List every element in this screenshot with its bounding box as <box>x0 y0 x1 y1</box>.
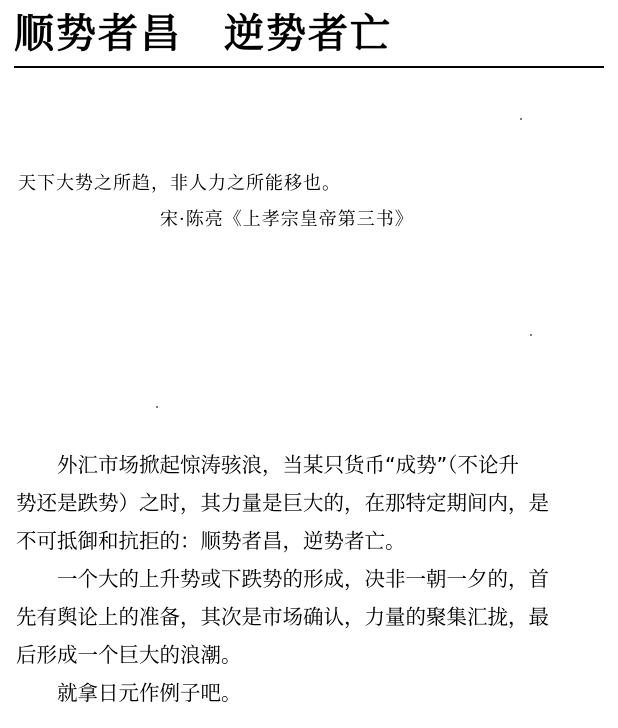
paragraph-line: 就拿日元作例子吧。 <box>57 681 242 705</box>
scan-speck <box>530 334 532 336</box>
title-underline <box>14 66 604 68</box>
paragraph-line: 势还是跌势）之时，其力量是巨大的，在那特定期间内，是 <box>16 491 549 515</box>
scan-speck <box>520 118 522 120</box>
body-text <box>16 446 608 712</box>
page-title: 顺势者昌 逆势者亡 <box>14 11 392 57</box>
scan-speck <box>156 406 158 408</box>
paragraph-line: 不可抵御和抗拒的：顺势者昌，逆势者亡。 <box>16 529 406 553</box>
epigraph-quote: 天下大势之所趋，非人力之所能移也。 <box>18 173 341 194</box>
paragraph-line: 后形成一个巨大的浪潮。 <box>16 643 242 667</box>
paragraph-line: 一个大的上升势或下跌势的形成，决非一朝一夕的，首 <box>57 567 549 591</box>
paragraph-line: 先有舆论上的准备，其次是市场确认，力量的聚集汇拢，最 <box>16 605 549 629</box>
paragraph-line: 外汇市场掀起惊涛骇浪，当某只货币“成势”（不论升 <box>57 453 519 477</box>
epigraph-source: 宋·陈亮《上孝宗皇帝第三书》 <box>160 209 414 230</box>
